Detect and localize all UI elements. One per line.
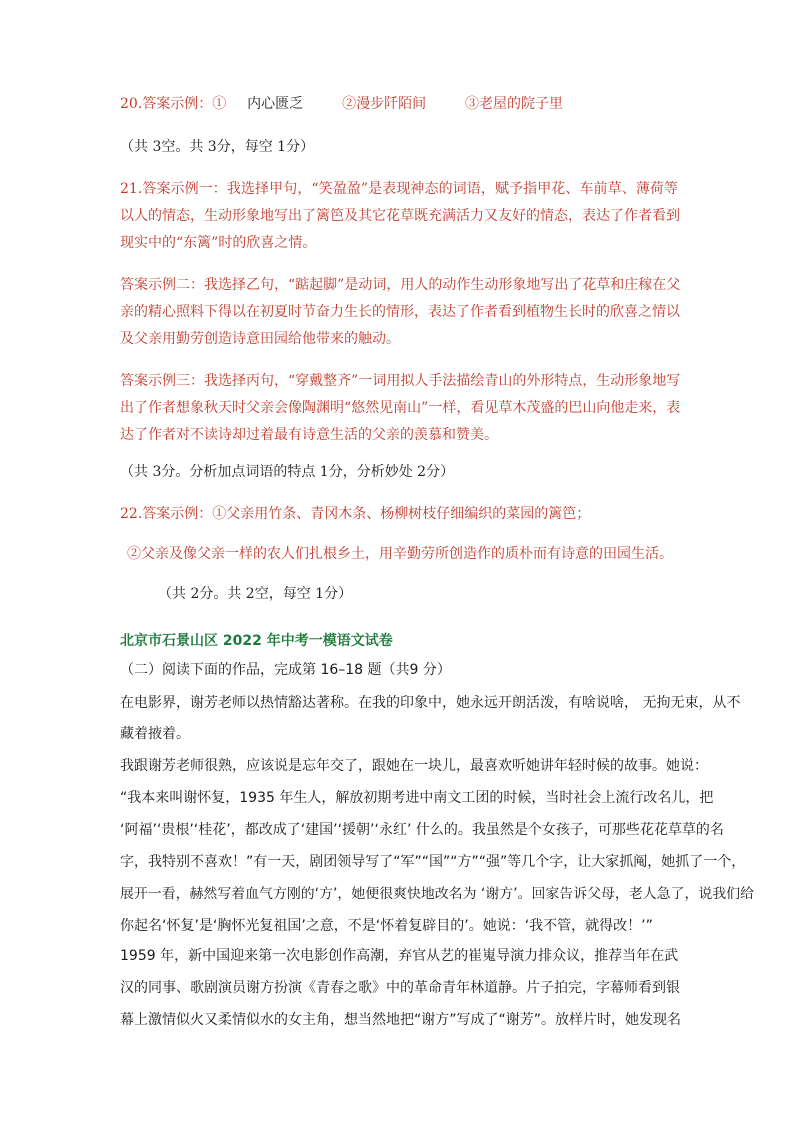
exam-title: 北京市石景山区 2022 年中考一模语文试卷: [120, 633, 393, 649]
passage-line: 你起名‘怀复’是‘胸怀光复祖国’之意，不是‘怀着复辟目的’。她说：‘我不管，就得改！’”: [120, 918, 653, 934]
q20-answer-3: ③老屋的院子里: [464, 96, 563, 112]
passage-line: 我跟谢芳老师很熟，应该说是忘年交了，跟她在一块儿，最喜欢听她讲年轻时候的故事。她说：: [120, 758, 708, 774]
passage-line: 在电影界，谢芳老师以热情豁达著称。在我的印象中，她永远开朗活泼，有啥说啥， 无拘无束，从不: [120, 695, 741, 711]
section-heading: （二）阅读下面的作品，完成第 16–18 题（共9 分）: [120, 662, 451, 678]
q21-ex1-line: 以人的情态，生动形象地写出了篱笆及其它花草既充满活力又友好的情态，表达了作者看到: [120, 208, 680, 224]
q20-answer-2: ②漫步阡陌间: [342, 96, 427, 112]
q21-ex1-line: 21.答案示例一：我选择甲句，“笑盈盈”是表现神态的词语，赋予指甲花、车前草、薄荷等: [120, 181, 678, 197]
q21-ex2-line: 及父亲用勤劳创造诗意田园给他带来的触动。: [120, 331, 400, 347]
q22-answer-1: 22.答案示例：①父亲用竹条、青冈木条、杨柳树枝仔细编织的菜园的篱笆；: [120, 506, 591, 522]
q21-ex1-line: 现实中的“东篱”时的欣喜之情。: [120, 235, 317, 251]
passage-line: “我本来叫谢怀复，1935 年生人，解放初期考进中南文工团的时候，当时社会上流行改名儿，把: [120, 790, 714, 806]
passage-line: ‘阿福’‘贵根’‘桂花’，都改成了‘建国’‘援朝’‘永红’ 什么的。我虽然是个女孩子，可那些花花草草的名: [120, 822, 724, 838]
q20-score: （共 3空。共 3分，每空 1分）: [120, 139, 315, 155]
q21-ex3-line: 答案示例三：我选择丙句，“穿戴整齐”一词用拟人手法描绘青山的外形特点，生动形象地写: [120, 373, 681, 389]
q21-ex3-line: 出了作者想象秋天时父亲会像陶渊明“悠然见南山”一样，看见草木茂盛的巴山向他走来，表: [120, 400, 681, 416]
q21-score: （共 3分。分析加点词语的特点 1分，分析妙处 2分）: [120, 464, 455, 480]
q21-ex2-line: 答案示例二：我选择乙句，“踮起脚”是动词，用人的动作生动形象地写出了花草和庄稼在父: [120, 277, 681, 293]
q20-answer-1: 内心匮乏: [247, 96, 304, 112]
q20-label: 20.答案示例：①: [120, 96, 227, 112]
q22-score: （共 2分。共 2空，每空 1分）: [158, 586, 353, 602]
q21-ex3-line: 达了作者对不读诗却过着最有诗意生活的父亲的羡慕和赞美。: [120, 427, 498, 443]
q22-answer-2: ②父亲及像父亲一样的农人们扎根乡土，用辛勤劳所创造作的质朴而有诗意的田园生活。: [127, 546, 673, 562]
passage-line: 1959 年，新中国迎来第一次电影创作高潮，弃官从艺的崔嵬导演力排众议，推荐当年在武: [120, 948, 679, 964]
passage-line: 藏着掖着。: [120, 726, 190, 742]
q20-answer: [120, 94, 563, 114]
passage-line: 汉的同事、歌剧演员谢方扮演《青春之歌》中的革命青年林道静。片子拍完，字幕师看到银: [120, 980, 680, 996]
passage-line: 幕上激情似火又柔情似水的女主角，想当然地把“谢方”写成了“谢芳”。放样片时，她发现名: [120, 1012, 682, 1028]
passage-line: 展开一看，赫然写着血气方刚的‘方’，她便很爽快地改名为 ‘谢方’。回家告诉父母，老人急了，说我们给: [120, 886, 754, 902]
passage-line: 字，我特别不喜欢！”有一天，剧团领导写了“军”“国”“方”“强”等几个字，让大家抓阄，她抓了一个，: [120, 854, 746, 870]
q21-ex2-line: 亲的精心照料下得以在初夏时节奋力生长的情形，表达了作者看到植物生长时的欣喜之情以: [120, 304, 680, 320]
